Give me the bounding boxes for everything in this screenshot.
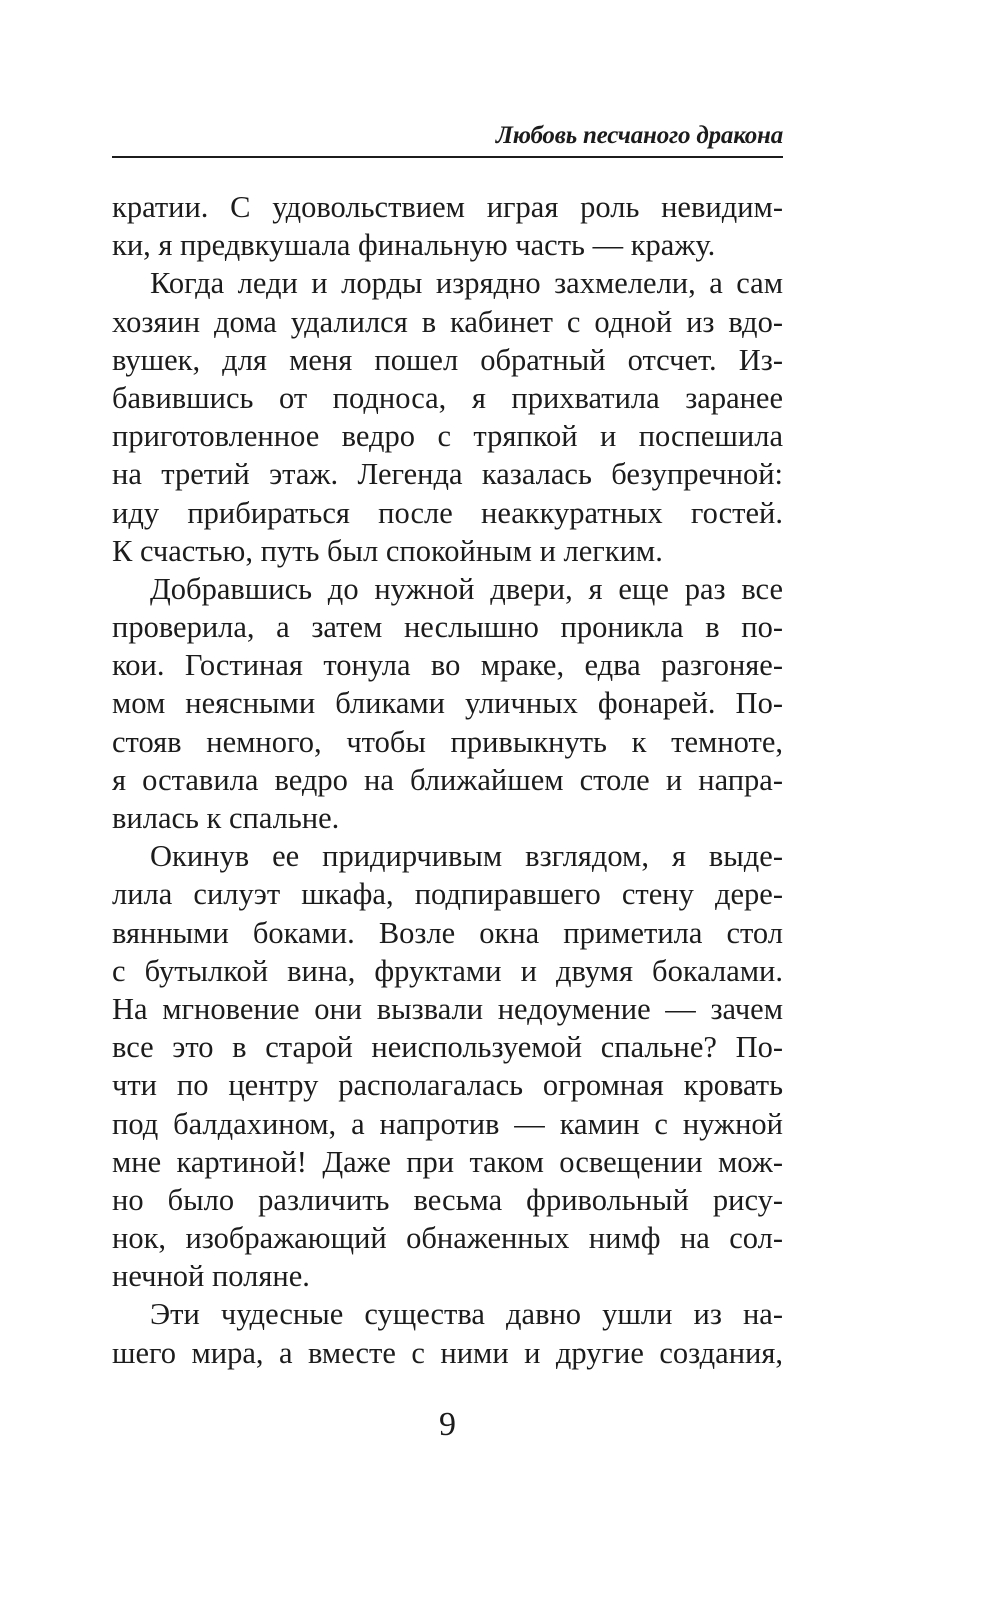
body-text	[112, 188, 783, 1372]
text-line: кои. Гостиная тонула во мраке, едва разгоняе-	[112, 648, 783, 683]
text-line: ки, я предвкушала финальную часть — кражу.	[112, 228, 716, 263]
text-line: проверила, а затем неслышно проникла в по-	[112, 610, 783, 645]
page-number: 9	[439, 1406, 456, 1443]
header-rule	[112, 156, 783, 158]
text-line: бавившись от подноса, я прихватила заранее	[112, 380, 783, 415]
text-line: иду прибираться после неаккуратных гостей.	[112, 495, 783, 530]
text-line: К счастью, путь был спокойным и легким.	[112, 533, 663, 568]
text-line: Добравшись до нужной двери, я еще раз все	[150, 571, 783, 606]
text-line: хозяин дома удалился в кабинет с одной из вдо-	[112, 304, 783, 339]
running-header-title: Любовь песчаного дракона	[495, 122, 783, 149]
text-line: чти по центру располагалась огромная кровать	[112, 1068, 783, 1103]
text-line: стояв немного, чтобы привыкнуть к темноте,	[112, 724, 783, 759]
text-line: мне картиной! Даже при таком освещении мож-	[112, 1144, 783, 1179]
text-line: Эти чудесные существа давно ушли из на-	[150, 1297, 783, 1332]
text-line: под балдахином, а напротив — камин с нужной	[112, 1106, 783, 1141]
text-line: я оставила ведро на ближайшем столе и напра-	[112, 762, 783, 797]
text-line: На мгновение они вызвали недоумение — зачем	[112, 991, 783, 1026]
text-line: нок, изображающий обнаженных нимф на сол-	[112, 1221, 783, 1256]
text-line: но было различить весьма фривольный рису-	[112, 1182, 783, 1217]
text-line: нечной поляне.	[112, 1259, 310, 1294]
text-line: приготовленное ведро с тряпкой и поспешила	[112, 419, 783, 454]
text-line: на третий этаж. Легенда казалась безупречной:	[112, 457, 783, 492]
text-line: с бутылкой вина, фруктами и двумя бокалами.	[112, 953, 783, 988]
text-line: все это в старой неиспользуемой спальне? По-	[112, 1030, 783, 1065]
text-line: лила силуэт шкафа, подпиравшего стену дере-	[112, 877, 783, 912]
text-line: шего мира, а вместе с ними и другие создания,	[112, 1335, 783, 1370]
text-line: мом неясными бликами уличных фонарей. По-	[112, 686, 783, 721]
text-line: вилась к спальне.	[112, 801, 340, 835]
text-line: кратии. С удовольствием играя роль невидим-	[112, 190, 783, 224]
text-line: Когда леди и лорды изрядно захмелели, а сам	[150, 266, 783, 301]
text-line: Окинув ее придирчивым взглядом, я выде-	[150, 839, 783, 874]
text-line: вянными боками. Возле окна приметила стол	[112, 915, 783, 950]
text-line: вушек, для меня пошел обратный отсчет. Из-	[112, 342, 783, 377]
